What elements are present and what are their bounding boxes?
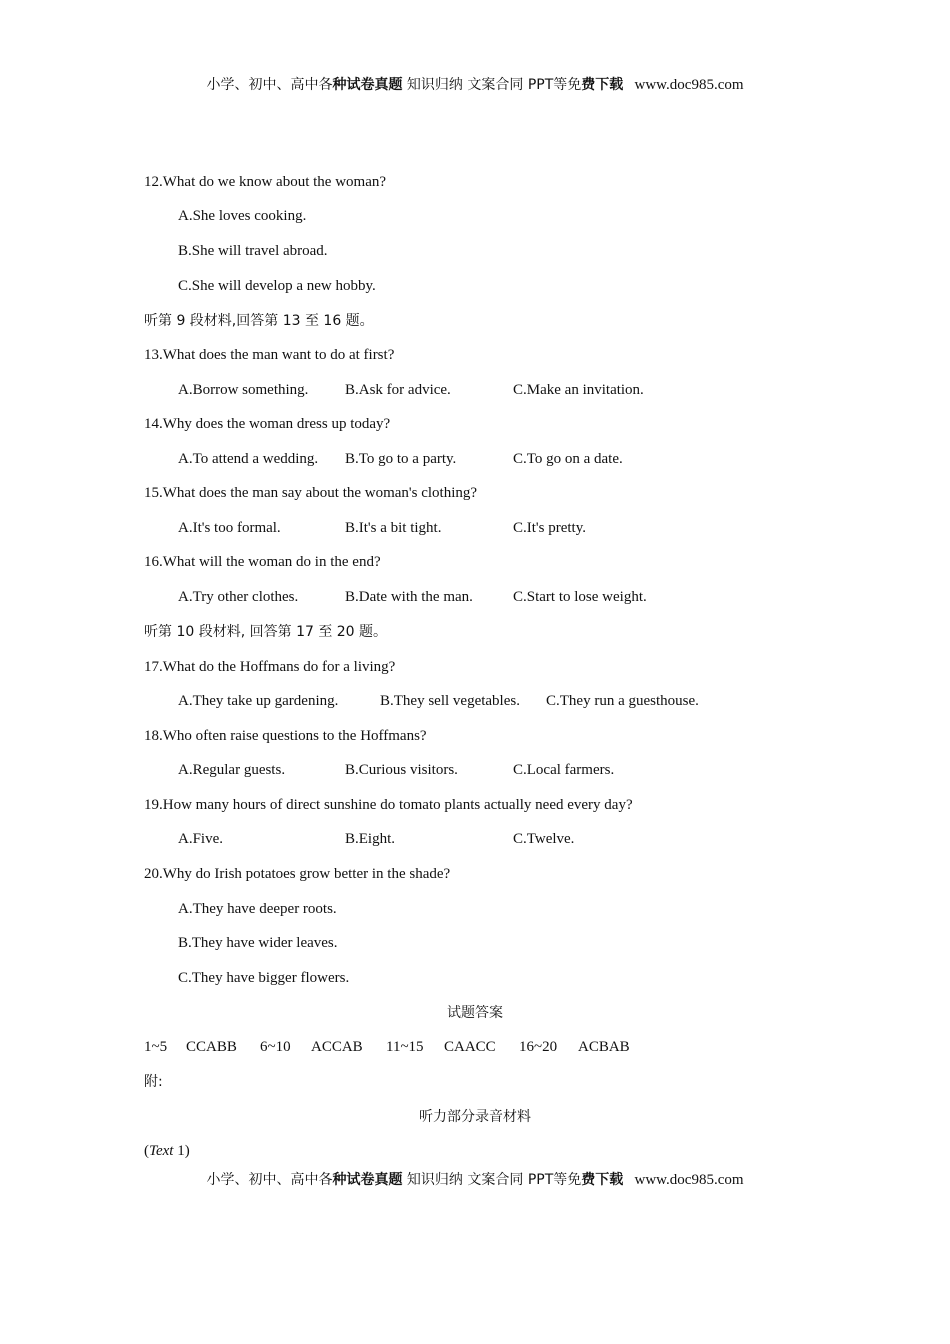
header-text-2: 种试卷真题 — [332, 77, 403, 93]
q15-option-b: B.It's a bit tight. — [345, 520, 442, 536]
q14-option-c: C.To go on a date. — [513, 451, 623, 467]
question-20: 20.Why do Irish potatoes grow better in the shade? — [144, 866, 451, 882]
answers-title: 试题答案 — [447, 1005, 503, 1021]
q16-option-a: A.Try other clothes. — [178, 589, 299, 605]
footer-text-3: 知识归纳 文案合同 PPT等免 — [402, 1172, 582, 1188]
header-text-3: 知识归纳 文案合同 PPT等免 — [402, 77, 582, 93]
question-14: 14.Why does the woman dress up today? — [144, 416, 391, 432]
question-18: 18.Who often raise questions to the Hoffmans? — [144, 728, 427, 744]
q12-option-b: B.She will travel abroad. — [178, 243, 328, 259]
header-text-4: 费下载 — [581, 77, 624, 93]
q16-option-b: B.Date with the man. — [345, 589, 473, 605]
footer-text-2: 种试卷真题 — [332, 1172, 403, 1188]
footer-site: www.doc985.com — [634, 1172, 744, 1188]
text-1-number: 1) — [173, 1143, 190, 1159]
q19-option-b: B.Eight. — [345, 831, 396, 847]
q12-option-c: C.She will develop a new hobby. — [178, 278, 376, 294]
question-17: 17.What do the Hoffmans do for a living? — [144, 659, 396, 675]
q20-option-a: A.They have deeper roots. — [178, 901, 337, 917]
footer-text-1: 小学、初中、高中各 — [206, 1172, 333, 1188]
text-1-open: ( — [144, 1143, 149, 1159]
q19-option-c: C.Twelve. — [513, 831, 575, 847]
text-1-label — [144, 1141, 190, 1161]
q17-option-c: C.They run a guesthouse. — [546, 693, 699, 709]
q14-option-a: A.To attend a wedding. — [178, 451, 319, 467]
question-13: 13.What does the man want to do at first? — [144, 347, 395, 363]
question-16: 16.What will the woman do in the end? — [144, 554, 381, 570]
q18-option-a: A.Regular guests. — [178, 762, 286, 778]
answer-range-2: 6~10 — [260, 1039, 291, 1055]
q13-option-b: B.Ask for advice. — [345, 382, 451, 398]
answer-range-1: 1~5 — [144, 1039, 168, 1055]
q12-option-a: A.She loves cooking. — [178, 208, 307, 224]
answer-keys-3: CAACC — [444, 1039, 496, 1055]
appendix-label: 附: — [144, 1074, 163, 1090]
q15-option-a: A.It's too formal. — [178, 520, 281, 536]
question-12: 12.What do we know about the woman? — [144, 174, 387, 190]
q13-option-a: A.Borrow something. — [178, 382, 309, 398]
text-1-word: Text — [149, 1143, 174, 1159]
header-site: www.doc985.com — [634, 77, 744, 93]
answer-keys-1: CCABB — [186, 1039, 237, 1055]
section-9-instruction: 听第 9 段材料,回答第 13 至 16 题。 — [144, 313, 374, 329]
page-header — [0, 74, 950, 94]
answer-keys-2: ACCAB — [311, 1039, 363, 1055]
page-footer — [0, 1169, 950, 1189]
q17-option-a: A.They take up gardening. — [178, 693, 339, 709]
q14-option-b: B.To go to a party. — [345, 451, 457, 467]
answer-range-3: 11~15 — [386, 1039, 424, 1055]
section-10-instruction: 听第 10 段材料, 回答第 17 至 20 题。 — [144, 624, 388, 640]
header-text-1: 小学、初中、高中各 — [206, 77, 333, 93]
answer-keys-4: ACBAB — [578, 1039, 630, 1055]
q19-option-a: A.Five. — [178, 831, 223, 847]
answer-range-4: 16~20 — [519, 1039, 558, 1055]
q15-option-c: C.It's pretty. — [513, 520, 586, 536]
q16-option-c: C.Start to lose weight. — [513, 589, 647, 605]
q20-option-b: B.They have wider leaves. — [178, 935, 338, 951]
question-19: 19.How many hours of direct sunshine do tomato plants actually need every day? — [144, 797, 633, 813]
q20-option-c: C.They have bigger flowers. — [178, 970, 350, 986]
question-15: 15.What does the man say about the woman's clothing? — [144, 485, 478, 501]
footer-text-4: 费下载 — [581, 1172, 624, 1188]
q13-option-c: C.Make an invitation. — [513, 382, 644, 398]
q18-option-b: B.Curious visitors. — [345, 762, 458, 778]
q17-option-b: B.They sell vegetables. — [380, 693, 520, 709]
transcript-title: 听力部分录音材料 — [419, 1109, 531, 1125]
q18-option-c: C.Local farmers. — [513, 762, 615, 778]
